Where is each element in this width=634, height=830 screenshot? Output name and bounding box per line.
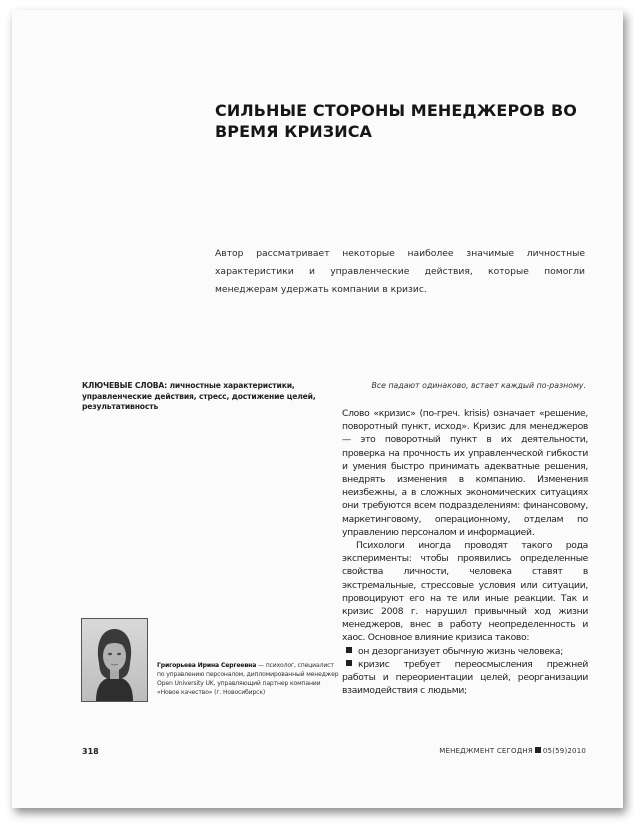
- article-body: [342, 407, 588, 697]
- epigraph: Все падают одинаково, встает каждый по-разному.: [371, 381, 586, 390]
- article-abstract: Автор рассматривает некоторые наиболее значимые личностные характеристики и управленческие действия, которые помогли менеджерам удержать компании в кризис.: [215, 248, 585, 295]
- keywords-list: личностные характеристики, управленческие действия, стресс, достижение целей, результативность: [82, 381, 316, 411]
- keywords-block: [82, 381, 334, 413]
- author-portrait-icon: [81, 618, 148, 702]
- body-paragraph-2: Психологи иногда проводят такого рода эксперименты: чтобы проявились определенные свойства личности, человека ставят в экстремальные, стрессовые условия или ситуации, провоцируют его на те или иные реакции. Так и кризис 2008 г. нарушил привычный ход жизни менеджеров, внес в работу неопределенность и хаос. Основное влияние кризиса таково:: [342, 540, 588, 644]
- square-bullet-icon: [346, 660, 352, 666]
- body-paragraph-1: Слово «кризис» (по-греч. krisis) означает «решение, поворотный пункт, исход». Кризис для менеджеров — это поворотный пункт в их деятельности, проверка на прочность их управленческой гибкости и умения быстро принимать адекватные решения, внедрять изменения в компанию. Изменения неизбежны, а в сложных экономических ситуациях они требуются всем подразделениям: финансовому, маркетинговому, операционному, отделам по управлению персоналом и информацией.: [342, 408, 588, 538]
- list-item: [342, 645, 588, 658]
- journal-footer: [439, 747, 586, 755]
- author-name: Григорьева Ирина Сергеевна: [157, 662, 257, 669]
- keywords-label: КЛЮЧЕВЫЕ СЛОВА:: [82, 381, 168, 390]
- author-portrait-svg: [82, 619, 147, 701]
- journal-name: МЕНЕДЖМЕНТ СЕГОДНЯ: [439, 747, 533, 755]
- journal-page: [12, 10, 623, 808]
- crisis-effects-list: [342, 645, 588, 698]
- square-bullet-icon: [346, 647, 352, 653]
- author-info: [157, 661, 342, 697]
- journal-issue: 05(59)2010: [542, 747, 586, 755]
- list-item-text: он дезорганизует обычную жизнь человека;: [358, 645, 564, 657]
- author-bio: — психолог, специалист по управлению персоналом, дипломированный менеджер Open University UK, управляющий партнер компании «Новое качество» (г. Новосибирск): [157, 662, 339, 696]
- list-item: [342, 658, 588, 698]
- square-separator-icon: [535, 747, 541, 753]
- list-item-text: кризис требует переосмысления прежней работы и переориентации целей, реорганизации взаимодействия с людьми;: [342, 658, 588, 697]
- page-number: 318: [82, 747, 99, 756]
- article-title: СИЛЬНЫЕ СТОРОНЫ МЕНЕДЖЕРОВ ВО ВРЕМЯ КРИЗИСА: [215, 101, 577, 141]
